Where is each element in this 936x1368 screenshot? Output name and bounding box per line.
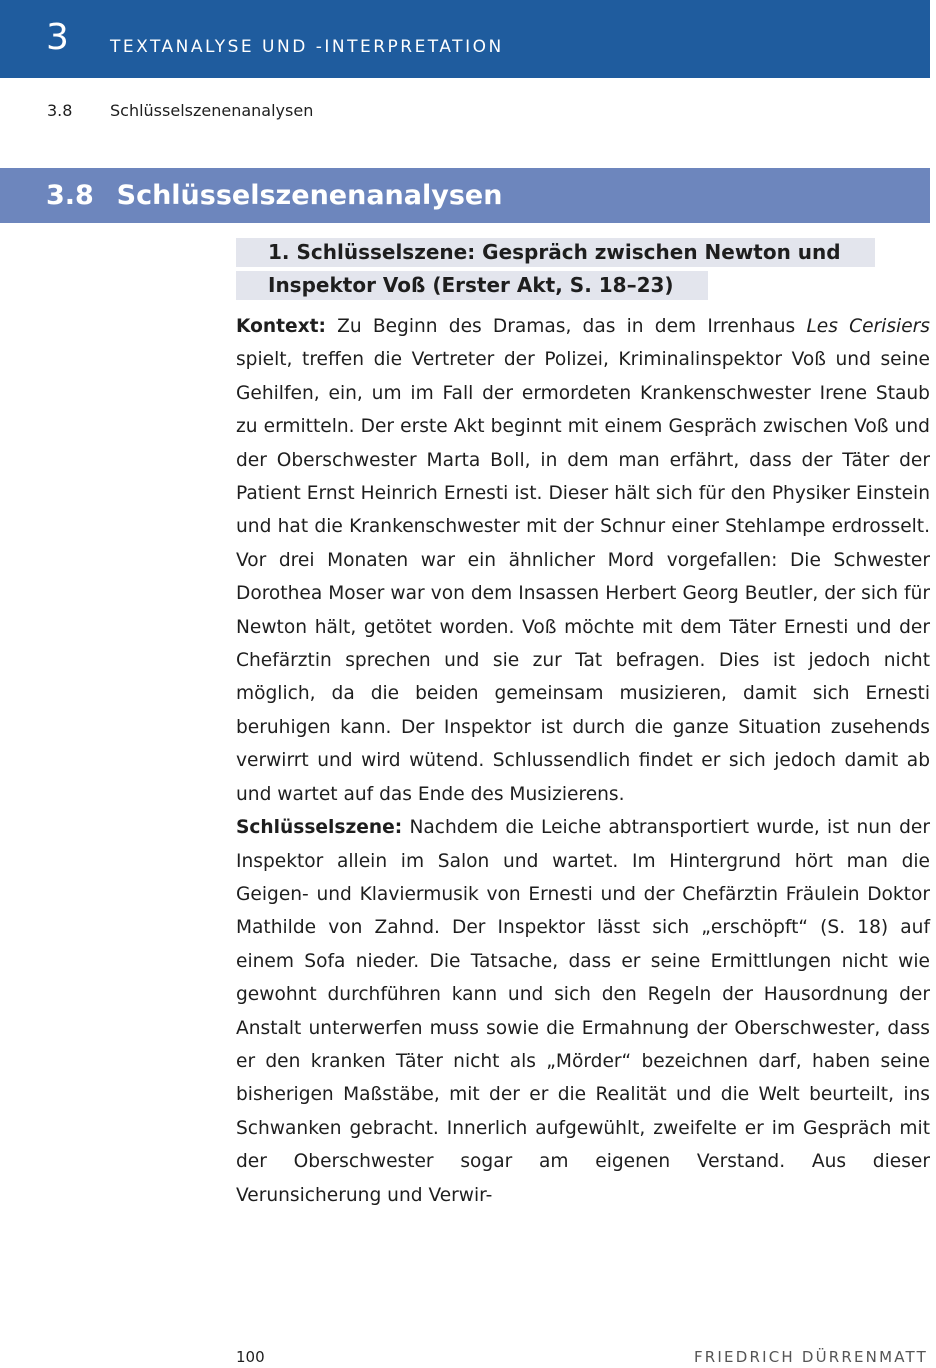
section-title: 3.8 Schlüsselszenenanalysen — [46, 180, 503, 211]
page-number: 100 — [236, 1348, 265, 1366]
footer-author: FRIEDRICH DÜRRENMATT — [693, 1348, 928, 1366]
paragraph-context — [236, 310, 930, 811]
paragraph-key-scene — [236, 811, 930, 1212]
running-head-section-number: 3.8 — [47, 101, 73, 120]
body-text — [236, 310, 930, 1212]
scene-heading — [236, 236, 896, 302]
section-title-bar — [0, 168, 930, 223]
chapter-title: TEXTANALYSE UND -INTERPRETATION — [110, 37, 504, 57]
chapter-header-bar — [0, 0, 930, 78]
chapter-number: 3 — [46, 17, 69, 58]
paragraph-text: spielt, treffen die Vertreter der Polizei, Kriminalinspektor Voß und seine Gehilfen, ein, um im Fall der ermordeten Krankenschwester Irene Staub zu ermitteln. Der erste Akt beginnt mit einem Gespräch zwischen Voß und der Oberschwester Marta Boll, in dem man erfährt, dass der Täter der Patient Ernst Heinrich Ernesti ist. Dieser hält sich für den Physiker Einstein und hat die Krankenschwester mit der Schnur einer Stehlampe erdrosselt. Vor drei Monaten war ein ähnlicher Mord vorgefallen: Die Schwester Dorothea Moser war von dem Insassen Herbert Georg Beutler, der sich für Newton hält, getötet worden. Voß möchte mit dem Täter Ernesti und der Chefärztin sprechen und sie zur Tat befragen. Dies ist jedoch nicht möglich, da die beiden gemeinsam musizieren, damit sich Ernesti beruhigen kann. Der Inspektor ist durch die ganze Situation zusehends verwirrt und wird wütend. Schlussendlich findet er sich jedoch damit ab und wartet auf das Ende des Musizierens. — [236, 349, 930, 805]
italic-title: Les Cerisiers — [806, 316, 930, 337]
paragraph-text: Zu Beginn des Dramas, das in dem Irrenhaus — [325, 316, 807, 337]
paragraph-text: Nachdem die Leiche abtransportiert wurde, ist nun der Inspektor allein im Salon und wartet. Im Hintergrund hört man die Geigen- und Klaviermusik von Ernesti und der Chefärztin Fräulein Doktor Mathilde von Zahnd. Der Inspektor lässt sich „erschöpft“ (S. 18) auf einem Sofa nieder. Die Tatsache, dass er seine Ermittlungen nicht wie gewohnt durchführen kann und sich den Regeln der Hausordnung der Anstalt unterwerfen muss sowie die Ermahnung der Oberschwester, dass er den kranken Täter nicht als „Mörder“ bezeichnen darf, haben seine bisherigen Maßstäbe, mit der er die Realität und die Welt beurteilt, ins Schwanken gebracht. Innerlich aufgewühlt, zweifelte er im Gespräch mit der Oberschwester sogar am eigenen Verstand. Aus dieser Verunsicherung und Verwir- — [236, 817, 930, 1206]
paragraph-label: Kontext: — [236, 316, 326, 337]
scene-heading-text: 1. Schlüsselszene: Gespräch zwischen Newton und Inspektor Voß (Erster Akt, S. 18–23) — [236, 238, 875, 300]
running-head-section-name: Schlüsselszenenanalysen — [110, 101, 314, 120]
paragraph-label: Schlüsselszene: — [236, 817, 403, 839]
